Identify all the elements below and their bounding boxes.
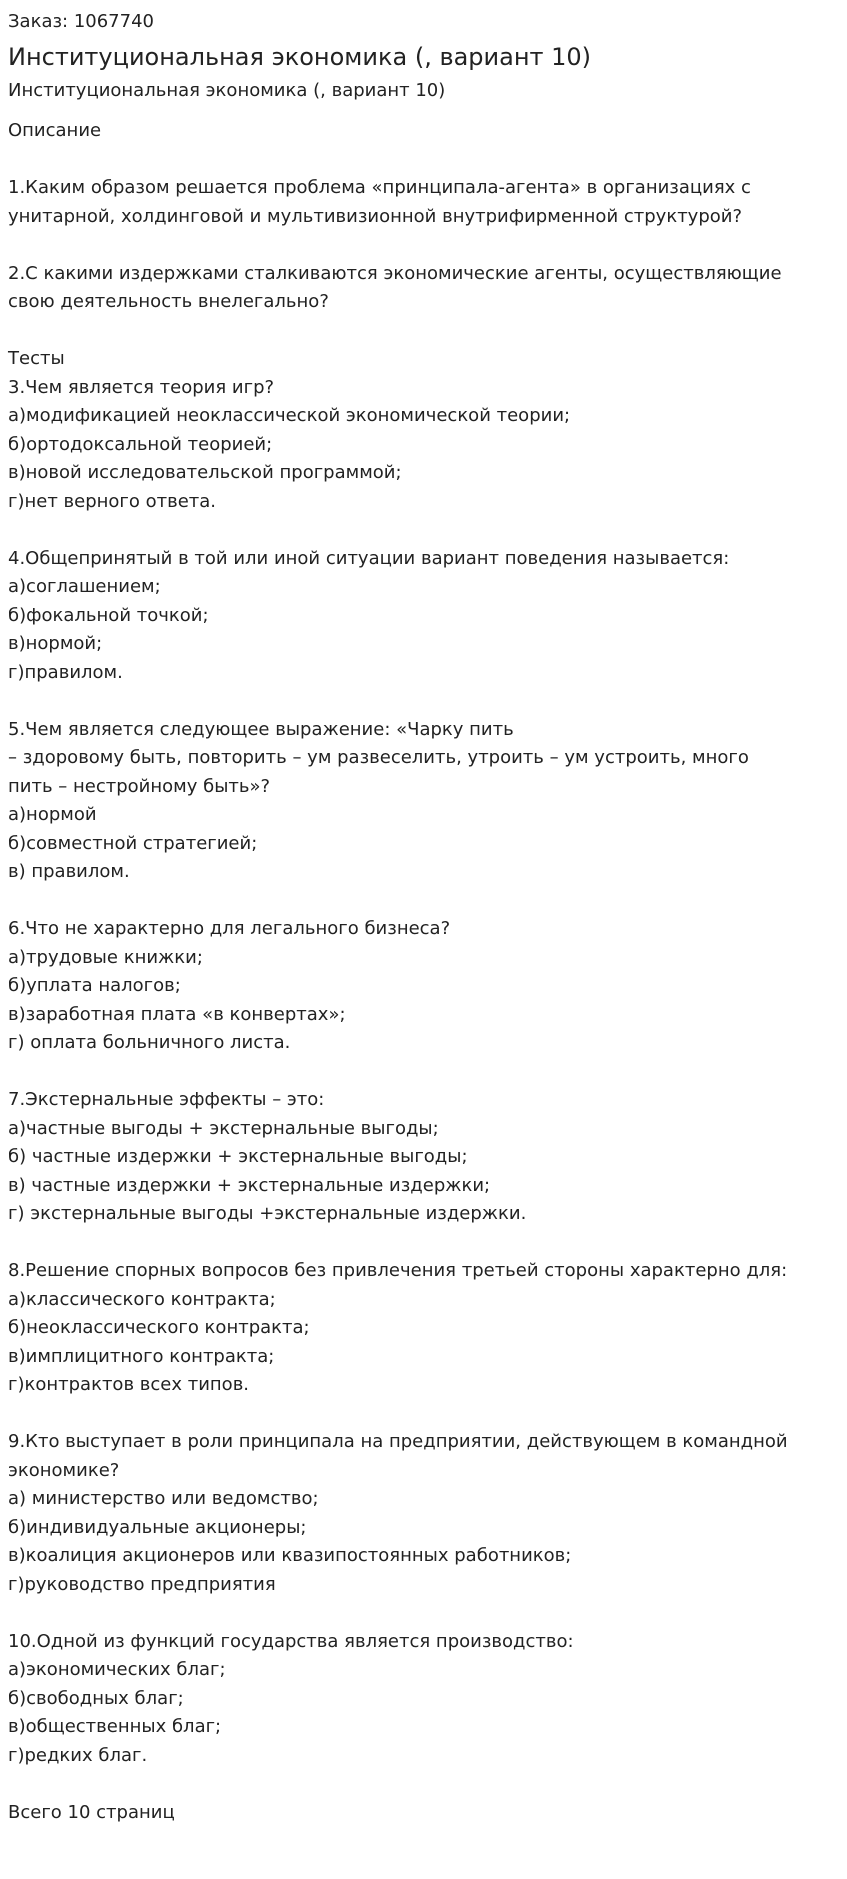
- page-title: Институциональная экономика (, вариант 10): [8, 43, 592, 71]
- description-line: а)частные выгоды + экстернальные выгоды;: [8, 1117, 439, 1139]
- description-line: в)заработная плата «в конвертах»;: [8, 1003, 346, 1025]
- description-line: 5.Чем является следующее выражение: «Чарку пить: [8, 718, 514, 740]
- description-line: свою деятельность внелегально?: [8, 291, 329, 312]
- description-line: в)нормой;: [8, 633, 103, 654]
- description-line: а)экономических благ;: [8, 1659, 226, 1680]
- description-line: г)редких благ.: [8, 1744, 148, 1766]
- blank-line: [8, 516, 839, 545]
- blank-line: [8, 317, 839, 346]
- description-line: 10.Одной из функций государства является производство:: [8, 1630, 574, 1652]
- description-line: б)фокальной точкой;: [8, 604, 209, 626]
- blank-line: [8, 1229, 839, 1258]
- description-line: а)соглашением;: [8, 576, 161, 597]
- description-body: [8, 174, 839, 1827]
- blank-line: [8, 1599, 839, 1628]
- description-line: г) экстернальные выгоды +экстернальные издержки.: [8, 1203, 527, 1224]
- blank-line: [8, 687, 839, 716]
- description-line: б)ортодоксальной теорией;: [8, 433, 273, 455]
- description-line: Тесты: [8, 348, 65, 369]
- description-line: а)трудовые книжки;: [8, 946, 203, 968]
- description-line: 3.Чем является теория игр?: [8, 376, 275, 398]
- description-line: г) оплата больничного листа.: [8, 1032, 291, 1053]
- description-line: в)общественных благ;: [8, 1716, 222, 1737]
- description-line: в) частные издержки + экстернальные издержки;: [8, 1174, 491, 1196]
- blank-line: [8, 1400, 839, 1429]
- description-line: б)индивидуальные акционеры;: [8, 1516, 307, 1538]
- description-line: пить – нестройному быть»?: [8, 775, 271, 797]
- page-subtitle: Институциональная экономика (, вариант 10): [8, 80, 446, 101]
- blank-line: [8, 231, 839, 260]
- description-line: а)модификацией неоклассической экономической теории;: [8, 405, 571, 426]
- description-line: б)свободных благ;: [8, 1687, 184, 1709]
- description-line: экономике?: [8, 1459, 120, 1481]
- description-line: – здоровому быть, повторить – ум развеселить, утроить – ум устроить, много: [8, 747, 749, 768]
- blank-line: [8, 1770, 839, 1799]
- description-line: 1.Каким образом решается проблема «принципала-агента» в организациях с: [8, 177, 751, 198]
- description-line: в)новой исследовательской программой;: [8, 462, 402, 483]
- description-line: б)уплата налогов;: [8, 975, 181, 996]
- order-number: Заказ: 1067740: [8, 11, 154, 32]
- description-line: г)нет верного ответа.: [8, 490, 217, 512]
- description-heading: Описание: [8, 120, 102, 141]
- blank-line: [8, 887, 839, 916]
- description-line: 6.Что не характерно для легального бизнеса?: [8, 918, 451, 939]
- description-line: 9.Кто выступает в роли принципала на предприятии, действующем в командной: [8, 1431, 788, 1452]
- description-line: а)нормой: [8, 804, 97, 825]
- description-line: а)классического контракта;: [8, 1288, 276, 1310]
- description-line: 7.Экстернальные эффекты – это:: [8, 1089, 325, 1110]
- description-line: а) министерство или ведомство;: [8, 1488, 319, 1509]
- description-line: 8.Решение спорных вопросов без привлечения третьей стороны характерно для:: [8, 1260, 788, 1281]
- description-line: б) частные издержки + экстернальные выгоды;: [8, 1146, 468, 1167]
- blank-line: [8, 1058, 839, 1087]
- description-line: г)правилом.: [8, 661, 123, 683]
- description-line: г)контрактов всех типов.: [8, 1374, 250, 1395]
- description-line: в) правилом.: [8, 861, 130, 882]
- description-line: 2.С какими издержками сталкиваются экономические агенты, осуществляющие: [8, 262, 782, 284]
- description-line: б)неоклассического контракта;: [8, 1317, 310, 1338]
- description-line: в)коалиция акционеров или квазипостоянных работников;: [8, 1545, 572, 1566]
- description-line: 4.Общепринятый в той или иной ситуации вариант поведения называется:: [8, 547, 730, 569]
- description-line: Всего 10 страниц: [8, 1801, 175, 1823]
- description-line: унитарной, холдинговой и мультивизионной внутрифирменной структурой?: [8, 205, 743, 227]
- description-line: г)руководство предприятия: [8, 1573, 276, 1595]
- description-line: б)совместной стратегией;: [8, 832, 258, 854]
- description-line: в)имплицитного контракта;: [8, 1345, 275, 1367]
